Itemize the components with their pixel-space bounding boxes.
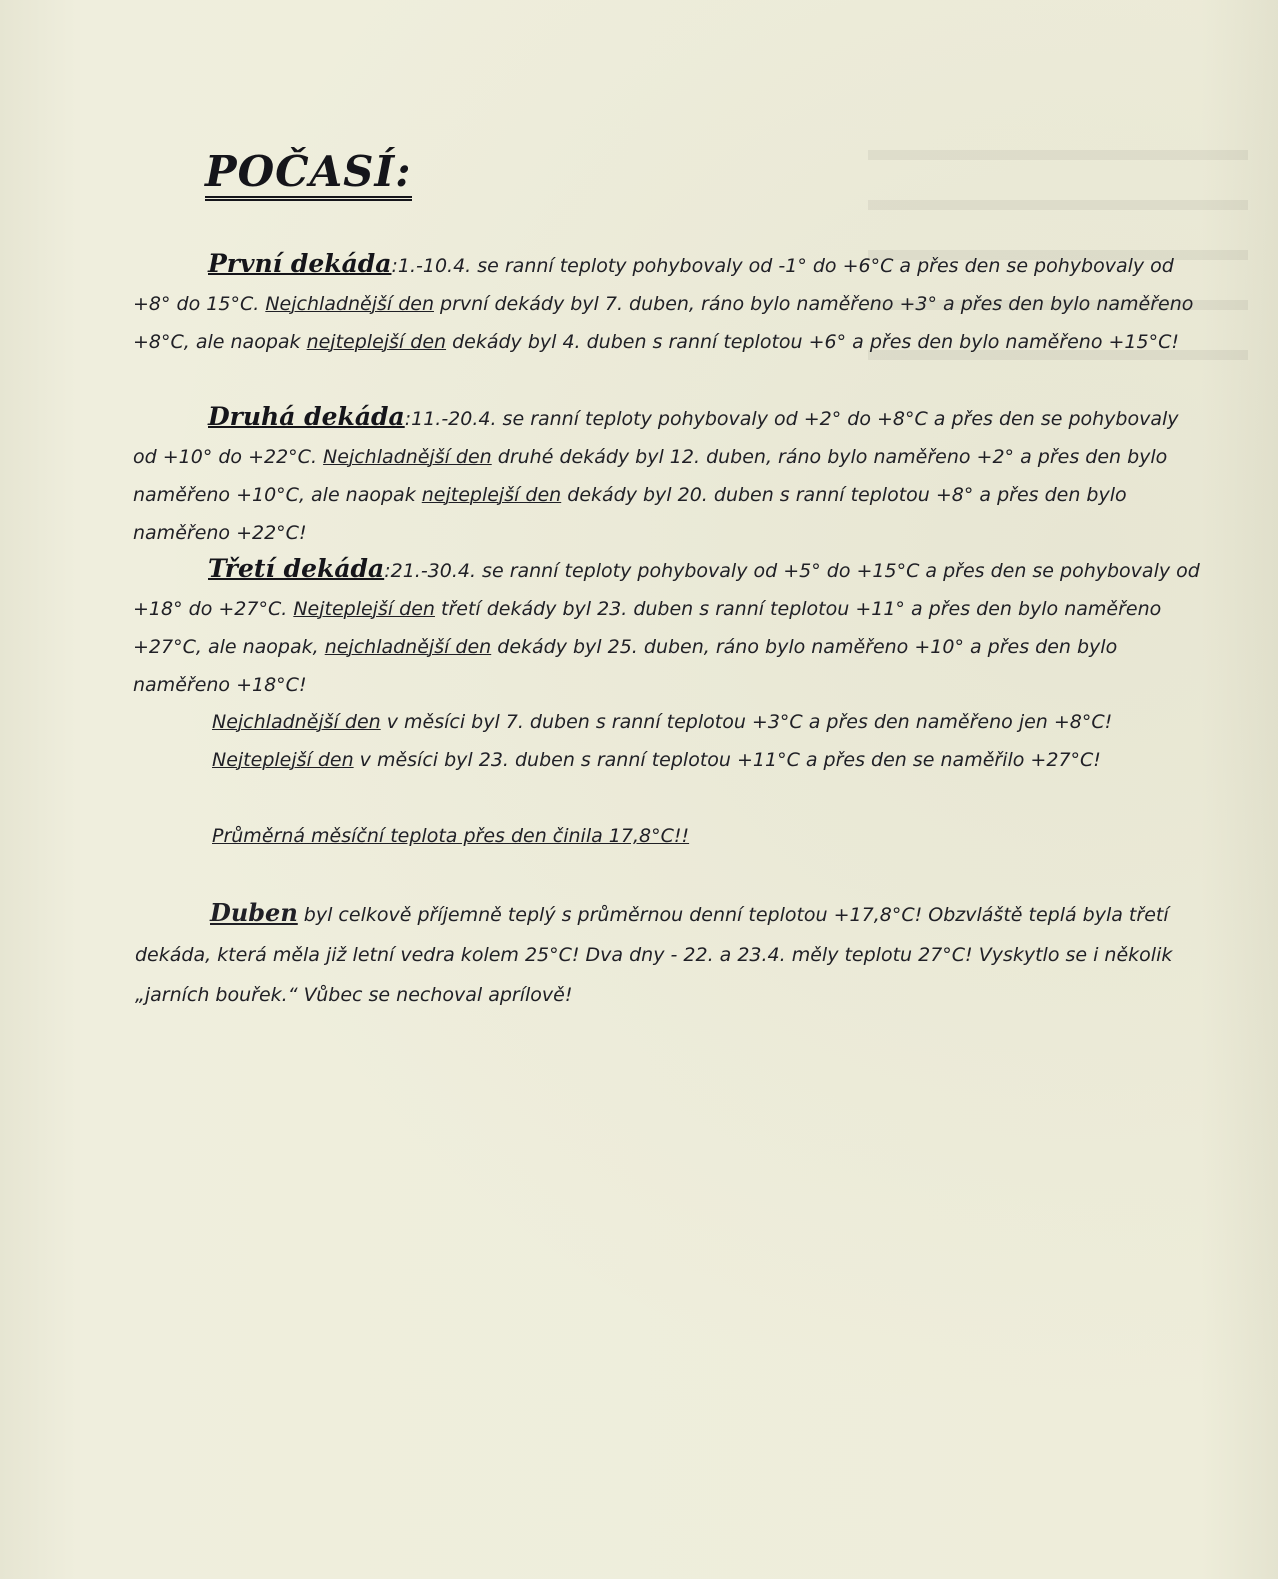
decade-3-coldest-text: dekády byl 25. duben, ráno bylo naměřeno +10° a přes den bylo naměřeno +18°C! xyxy=(133,636,1118,696)
closing-text: byl celkově příjemně teplý s průměrnou denní teplotou +17,8°C! Obzvláště teplá byla třetí dekáda, která měla již letní vedra kolem 25°C! Dva dny - 22. a 23.4. měly teplotu 27°C! Vyskytlo se i několik „jarních bouřek.“ Vůbec se nechoval aprílově! xyxy=(135,904,1173,1006)
decade-3-heading: Třetí dekáda xyxy=(208,554,385,583)
decade-1-intro: :1.-10.4. se ranní teploty pohybovaly od -1° do +6°C a přes den se pohybovaly od +8° do 15°C. xyxy=(133,255,1174,315)
decade-2-heading: Druhá dekáda xyxy=(208,402,405,431)
decade-2-coldest-text: druhé dekády byl 12. duben, ráno bylo naměřeno +2° a přes den bylo naměřeno +10°C, ale naopak xyxy=(133,446,1168,506)
month-warmest-line xyxy=(212,741,1212,779)
month-warmest-label: Nejteplejší den xyxy=(212,749,354,771)
decade-3-warmest-label: Nejteplejší den xyxy=(293,598,435,620)
decade-1-warmest-text: dekády byl 4. duben s ranní teplotou +6° a přes den bylo naměřeno +15°C! xyxy=(446,331,1179,353)
decade-2-warmest-text: dekády byl 20. duben s ranní teplotou +8° a přes den bylo naměřeno +22°C! xyxy=(133,484,1127,544)
month-summary xyxy=(212,703,1212,779)
decade-2-warmest-label: nejteplejší den xyxy=(421,484,562,506)
decade-2-intro: :11.-20.4. se ranní teploty pohybovaly od +2° do +8°C a přes den se pohybovaly od +10° do +22°C. xyxy=(133,408,1179,468)
page-title: POČASÍ: xyxy=(205,150,412,201)
decade-1-coldest-label: Nejchladnější den xyxy=(265,293,434,315)
month-coldest-text: v měsíci byl 7. duben s ranní teplotou +3°C a přes den naměřeno jen +8°C! xyxy=(380,711,1113,733)
decade-1-heading: První dekáda xyxy=(208,249,392,278)
month-warmest-text: v měsíci byl 23. duben s ranní teplotou +11°C a přes den se naměřilo +27°C! xyxy=(353,749,1101,771)
average-temperature-line: Průměrná měsíční teplota přes den činila 17,8°C!! xyxy=(212,825,690,847)
decade-1-warmest-label: nejteplejší den xyxy=(306,331,447,353)
decade-1-coldest-text: první dekády byl 7. duben, ráno bylo naměřeno +3° a přes den bylo naměřeno +8°C, ale naopak xyxy=(133,293,1194,353)
month-coldest-label: Nejchladnější den xyxy=(212,711,381,733)
decade-3-warmest-text: třetí dekády byl 23. duben s ranní teplotou +11° a přes den bylo naměřeno +27°C, ale naopak, xyxy=(133,598,1162,658)
month-coldest-line xyxy=(212,703,1212,741)
closing-paragraph xyxy=(135,893,1200,1015)
decade-3-intro: :21.-30.4. se ranní teploty pohybovaly od +5° do +15°C a přes den se pohybovaly od +18° do +27°C. xyxy=(133,560,1200,620)
decade-3-coldest-label: nejchladnější den xyxy=(324,636,492,658)
decade-2-paragraph xyxy=(133,398,1203,552)
decade-3-paragraph xyxy=(133,550,1203,704)
decade-1-paragraph xyxy=(133,245,1203,361)
closing-lead-word: Duben xyxy=(210,898,298,927)
decade-2-coldest-label: Nejchladnější den xyxy=(323,446,492,468)
